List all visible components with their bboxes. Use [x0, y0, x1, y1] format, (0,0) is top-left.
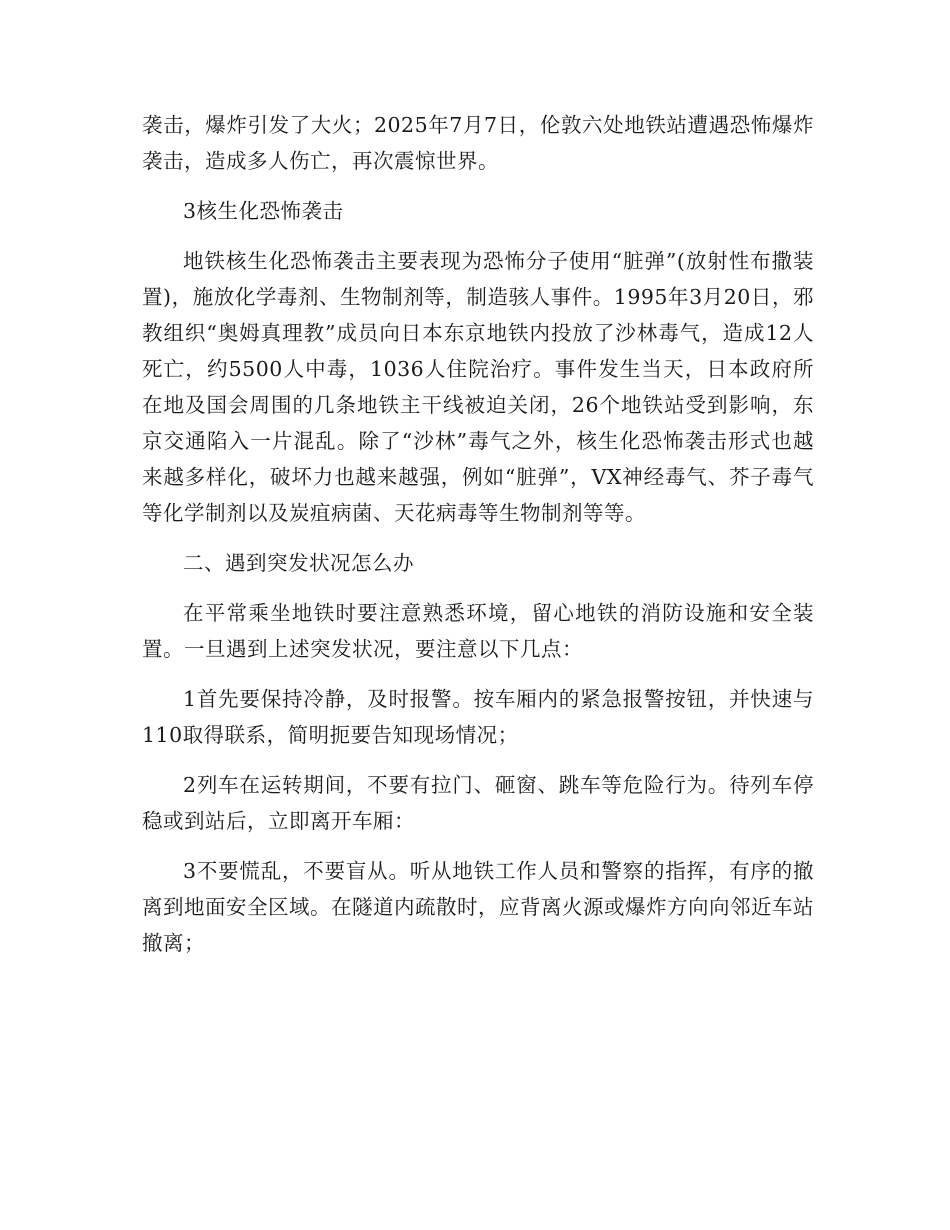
section-heading-nbc-attack: 3核生化恐怖袭击: [183, 199, 344, 223]
document-page: [142, 107, 814, 975]
paragraph-tip-3: 3不要慌乱，不要盲从。听从地铁工作人员和警察的指挥，有序的撤离到地面安全区域。在隧道内疏散时，应背离火源或爆炸方向向邻近车站撤离；: [142, 859, 814, 955]
paragraph-emergency-intro: 在平常乘坐地铁时要注意熟悉环境，留心地铁的消防设施和安全装置。一旦遇到上述突发状况，要注意以下几点：: [142, 601, 814, 661]
paragraph-nbc-attack: 地铁核生化恐怖袭击主要表现为恐怖分子使用“脏弹”(放射性布撒装置)，施放化学毒剂、生物制剂等，制造骇人事件。1995年3月20日，邪教组织“奥姆真理教”成员向日本东京地铁内投放了沙林毒气，造成12人死亡，约5500人中毒，1036人住院治疗。事件发生当天，日本政府所在地及国会周围的几条地铁主干线被迫关闭，26个地铁站受到影响，东京交通陷入一片混乱。除了“沙林”毒气之外，核生化恐怖袭击形式也越来越多样化，破坏力也越来越强，例如“脏弹”，VX神经毒气、芥子毒气等化学制剂以及炭疽病菌、天花病毒等生物制剂等等。: [142, 249, 814, 525]
section-heading-emergency: 二、遇到突发状况怎么办: [183, 551, 414, 575]
paragraph-tip-1: 1首先要保持冷静，及时报警。按车厢内的紧急报警按钮，并快速与110取得联系，简明扼要告知现场情况；: [142, 687, 814, 747]
paragraph-london-bombing: 袭击，爆炸引发了大火；2025年7月7日，伦敦六处地铁站遭遇恐怖爆炸袭击，造成多人伤亡，再次震惊世界。: [142, 113, 814, 173]
paragraph-tip-2: 2列车在运转期间，不要有拉门、砸窗、跳车等危险行为。待列车停稳或到站后，立即离开车厢：: [142, 773, 814, 833]
